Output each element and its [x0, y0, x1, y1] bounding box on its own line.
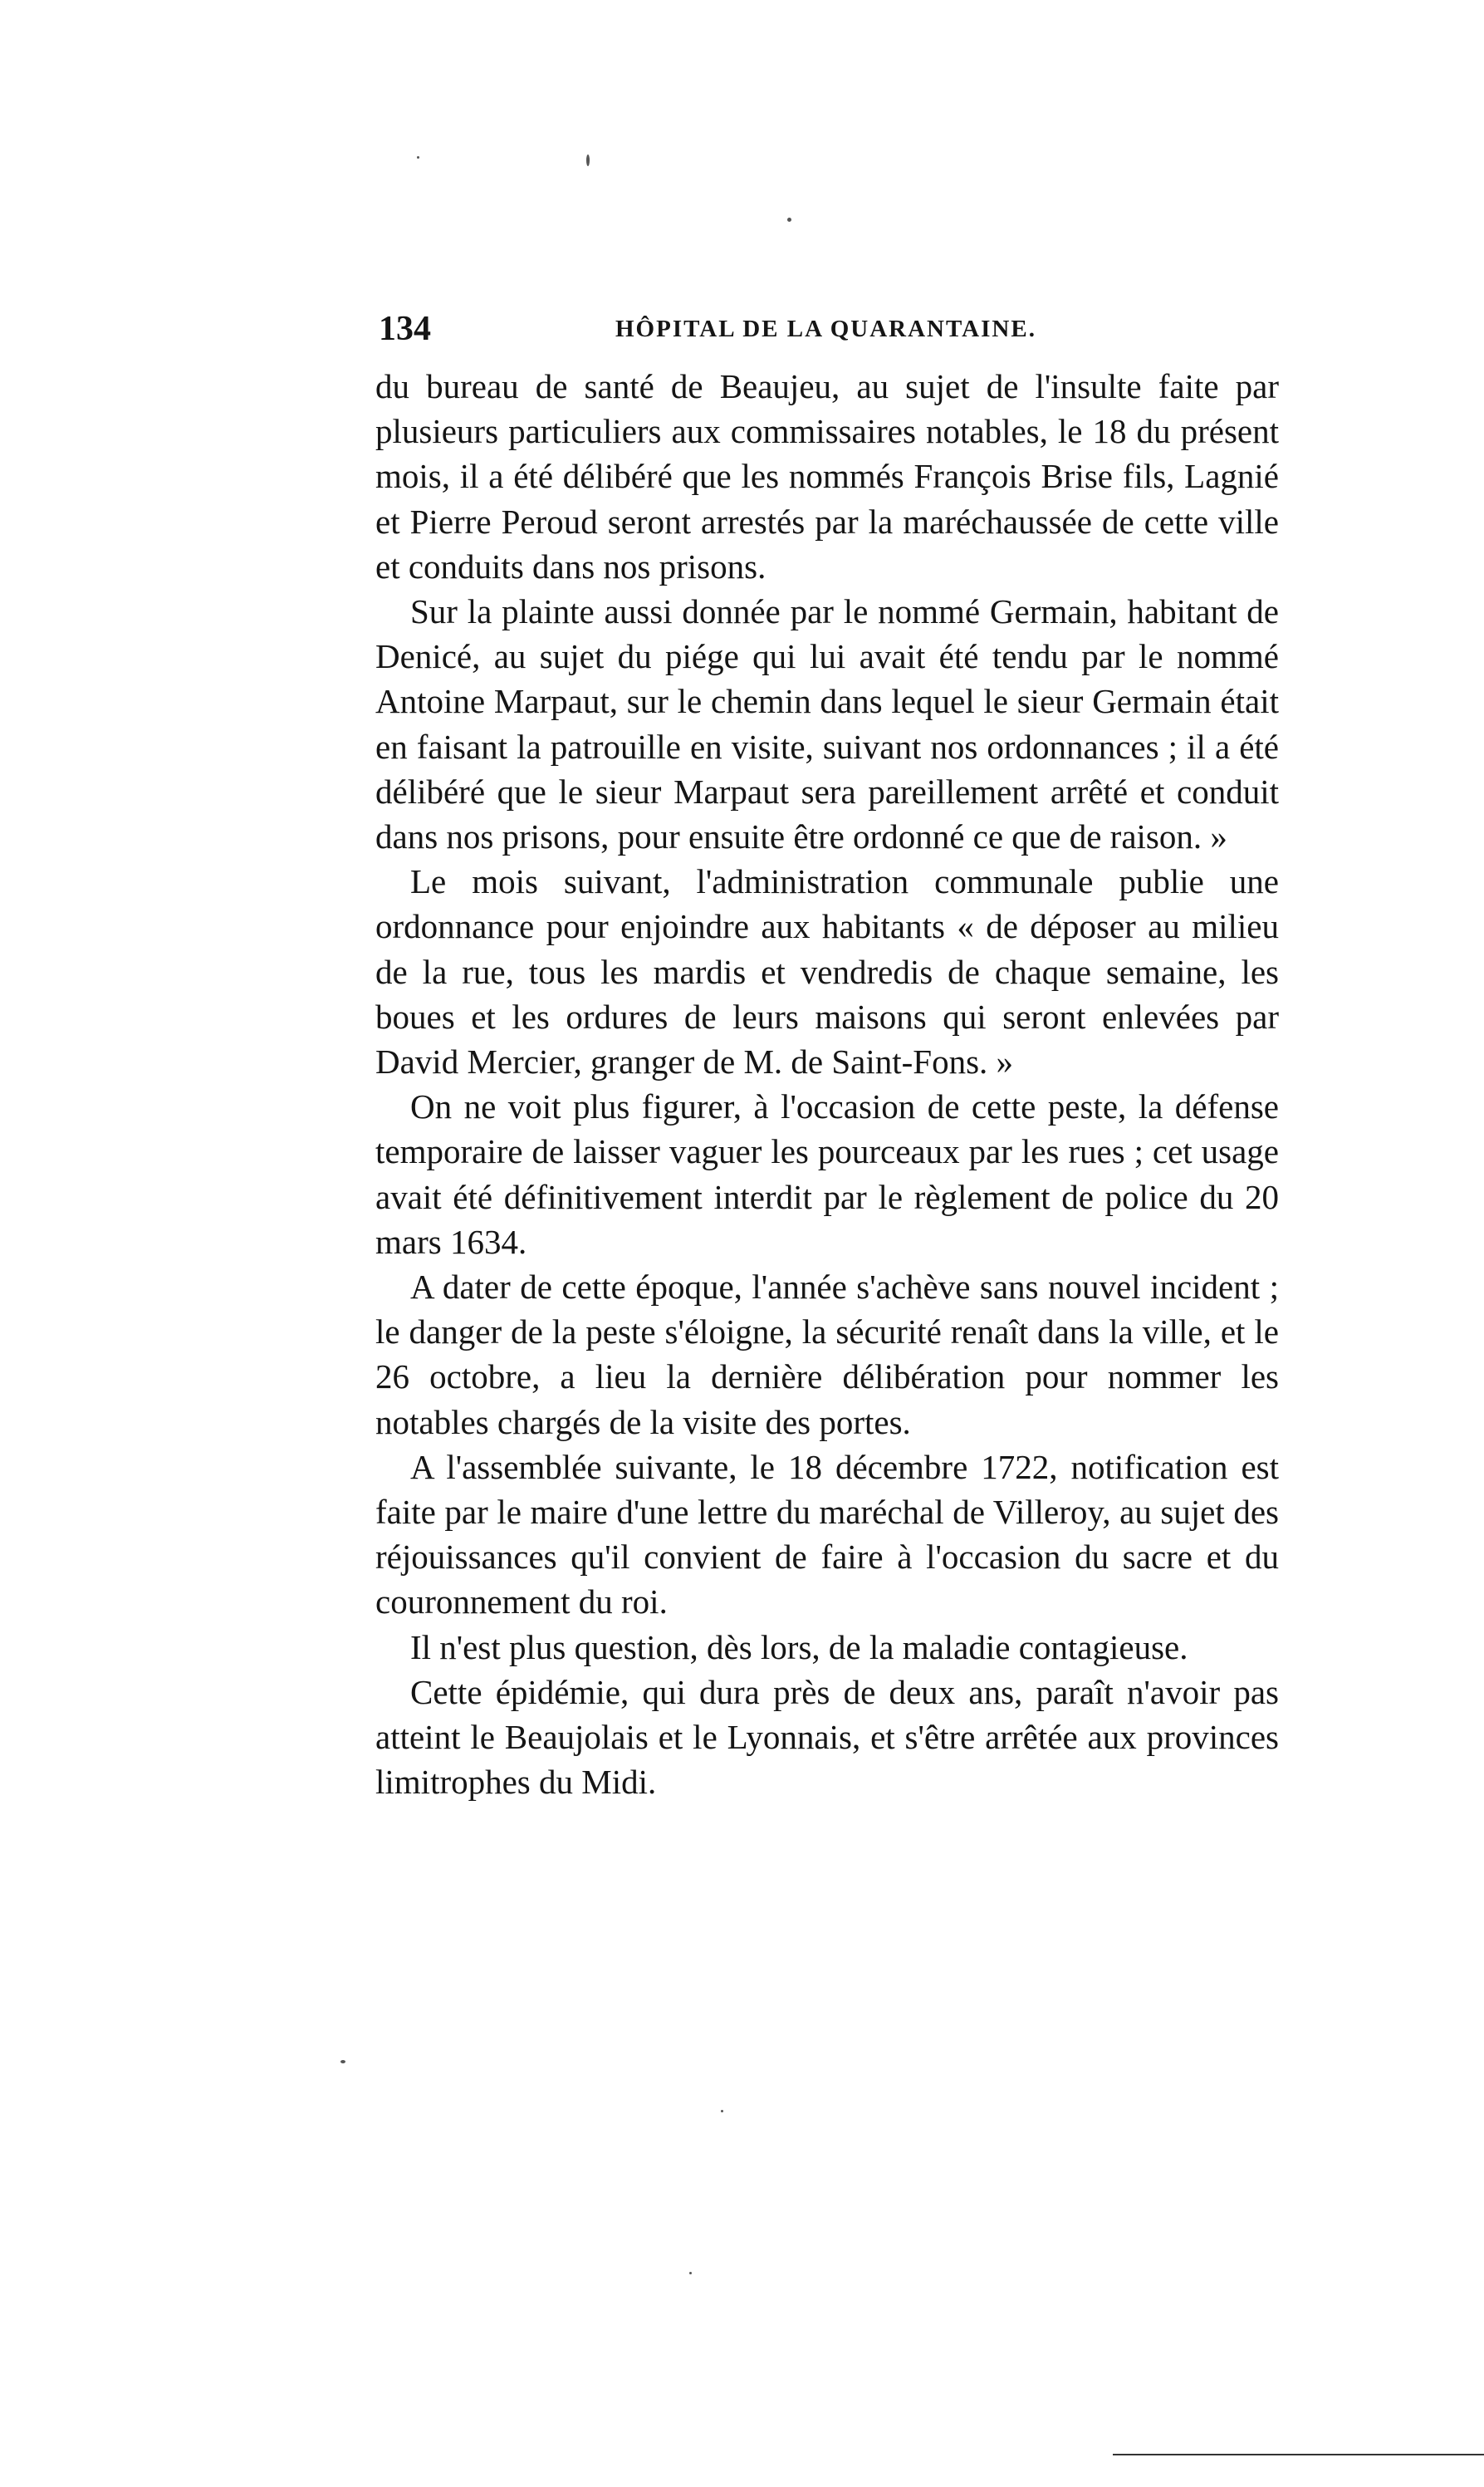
running-head: HÔPITAL DE LA QUARANTAINE.	[615, 316, 1036, 342]
ink-speck	[721, 2110, 723, 2112]
page-header	[379, 309, 1276, 356]
page-number: 134	[379, 310, 431, 348]
paragraph-continuation: du bureau de santé de Beaujeu, au sujet de l'insulte faite par plusieurs particuliers aux commissaires notables, le 18 du présent mois, il a été délibéré que les nommés François Brise fils, Lagnié et Pierre Peroud seront arrestés par la maréchaussée de cette ville et conduits dans nos prisons.	[375, 367, 1279, 586]
ink-speck	[340, 2060, 345, 2063]
paragraph: Le mois suivant, l'administration communale publie une ordonnance pour enjoindre aux habitants « de déposer au milieu de la rue, tous les mardis et vendredis de chaque semaine, les boues et les ordures de leurs maisons qui seront enlevées par David Mercier, granger de M. de Saint-Fons. »	[375, 862, 1279, 1082]
paragraph: On ne voit plus figurer, à l'occasion de cette peste, la défense temporaire de laisser vaguer les pourceaux par les rues ; cet usage avait été définitivement interdit par le règlement de police du 20 mars 1634.	[375, 1087, 1279, 1261]
ink-speck	[689, 2272, 692, 2274]
ink-speck	[417, 156, 419, 159]
bottom-rule	[1113, 2454, 1484, 2455]
paragraph: A dater de cette époque, l'année s'achève sans nouvel incident ; le danger de la peste s'éloigne, la sécurité renaît dans la ville, et le 26 octobre, a lieu la dernière délibération pour nommer les notables chargés de la visite des portes.	[375, 1268, 1279, 1441]
ink-speck	[787, 218, 791, 222]
body-text	[375, 364, 1279, 1805]
paragraph: Il n'est plus question, dès lors, de la maladie contagieuse.	[410, 1627, 1188, 1666]
paragraph: Cette épidémie, qui dura près de deux ans, paraît n'avoir pas atteint le Beaujolais et le Lyonnais, et s'être arrêtée aux provinces limitrophes du Midi.	[375, 1672, 1279, 1802]
paragraph: Sur la plainte aussi donnée par le nommé Germain, habitant de Denicé, au sujet du piége qui lui avait été tendu par le nommé Antoine Marpaut, sur le chemin dans lequel le sieur Germain était en faisant la patrouille en visite, suivant nos ordonnances ; il a été délibéré que le sieur Marpaut sera pareillement arrêté et conduit dans nos prisons, pour ensuite être ordonné ce que de raison. »	[375, 592, 1279, 856]
paragraph: A l'assemblée suivante, le 18 décembre 1722, notification est faite par le maire d'une lettre du maréchal de Villeroy, au sujet des réjouissances qu'il convient de faire à l'occasion du sacre et du couronnement du roi.	[375, 1447, 1279, 1621]
ink-speck	[586, 155, 590, 166]
